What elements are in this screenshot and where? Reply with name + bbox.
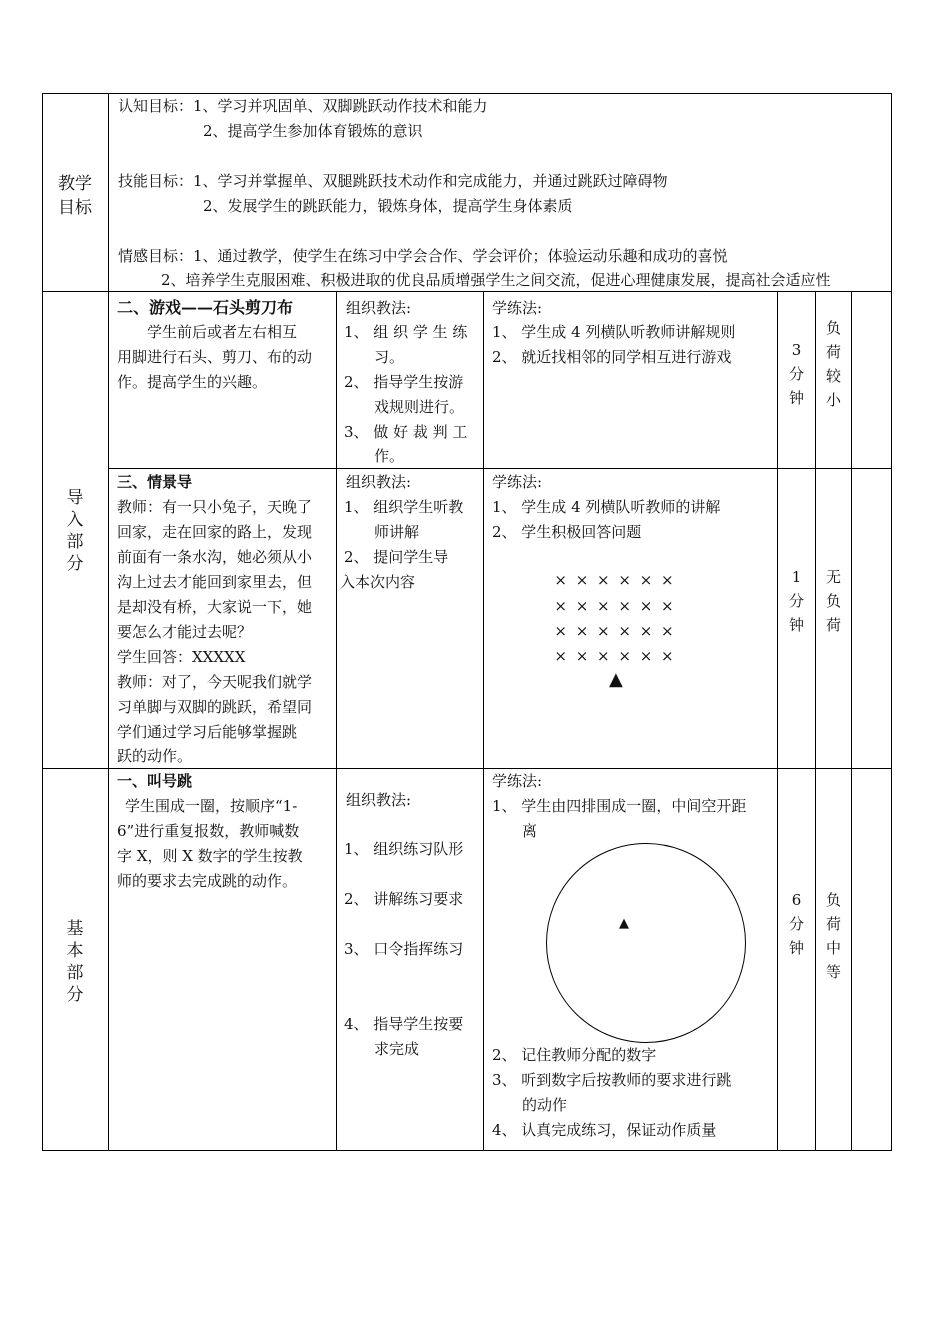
story-content-line: 跃的动作。 <box>117 747 193 765</box>
game-content-line: 学生前后或者左右相互 <box>147 323 298 341</box>
story-content-line: 前面有一条水沟，她必须从小 <box>117 548 313 566</box>
basic-content-line: 6”进行重复报数，教师喊数 <box>117 822 300 840</box>
basic-study-line: 3、 听到数字后按教师的要求进行跳 <box>492 1071 732 1089</box>
col-divider-load <box>851 291 852 1151</box>
basic-org-line: 求完成 <box>374 1040 420 1058</box>
basic-label: 基 本 部 分 <box>66 919 84 1005</box>
game-content-line: 用脚进行石头、剪刀、布的动 <box>117 348 313 366</box>
story-load: 无 负 荷 <box>825 568 841 634</box>
basic-org-line: 2、 讲解练习要求 <box>344 890 464 908</box>
table-border-top <box>42 93 892 94</box>
col-divider-content <box>336 291 337 1151</box>
table-border-right <box>891 93 892 1151</box>
story-content-line: 学们通过学习后能够掌握跳 <box>117 723 298 741</box>
goals-line: 2、发展学生的跳跃能力，锻炼身体，提高学生身体素质 <box>203 197 573 215</box>
basic-org-line: 3、 口令指挥练习 <box>344 940 464 958</box>
col-divider-time <box>815 291 816 1151</box>
basic-content-line: 字 X，则 X 数字的学生按教 <box>117 847 303 865</box>
goals-line: 2、提高学生参加体育锻炼的意识 <box>203 122 423 140</box>
story-content-line: 教师：有一只小兔子，天晚了 <box>117 498 313 516</box>
basic-study-line: 1、 学生由四排围成一圈，中间空开距 <box>492 797 747 815</box>
story-content-line: 是却没有桥，大家说一下，她 <box>117 598 313 616</box>
formation-row: × × × × × × <box>554 597 676 615</box>
game-study-line: 1、 学生成 4 列横队听教师讲解规则 <box>492 323 736 341</box>
basic-time: 6 分 钟 <box>788 891 804 957</box>
game-org-line: 习。 <box>374 348 405 366</box>
story-org-line: 2、 提问学生导 <box>344 548 449 566</box>
goals-label: 教学 目标 <box>58 174 92 218</box>
story-org-line: 师讲解 <box>374 523 420 541</box>
game-time: 3 分 钟 <box>788 341 804 407</box>
game-org-line: 戏规则进行。 <box>374 398 465 416</box>
basic-load: 负 荷 中 等 <box>825 891 841 981</box>
game-org-line: 2、 指导学生按游 <box>344 373 464 391</box>
story-study-line: 1、 学生成 4 列横队听教师的讲解 <box>492 498 721 516</box>
goals-line: 情感目标：1、通过教学，使学生在练习中学会合作、学会评价；体验运动乐趣和成功的喜悦 <box>118 247 728 265</box>
student-circle-diagram <box>546 843 746 1043</box>
goals-line: 认知目标：1、学习并巩固单、双脚跳跃动作技术和能力 <box>118 97 488 115</box>
formation-row: × × × × × × <box>554 571 676 589</box>
col-divider-org <box>483 291 484 1151</box>
col-divider-label <box>108 93 109 1151</box>
game-org-line: 3、 做 好 裁 判 工 <box>344 423 468 441</box>
row-divider-basic <box>42 768 892 769</box>
game-org-title: 组织教法: <box>346 299 412 317</box>
story-org-title: 组织教法: <box>346 473 412 491</box>
basic-org-title: 组织教法: <box>346 791 412 809</box>
row-divider-intro <box>108 468 892 469</box>
game-content-line: 作。提高学生的兴趣。 <box>117 373 268 391</box>
game-study-line: 2、 就近找相邻的同学相互进行游戏 <box>492 348 732 366</box>
basic-study-line: 2、 记住教师分配的数字 <box>492 1046 657 1064</box>
goals-line: 技能目标：1、学习并掌握单、双腿跳跃技术动作和完成能力，并通过跳跃过障碍物 <box>118 172 668 190</box>
story-content-line: 教师：对了，今天呢我们就学 <box>117 673 313 691</box>
basic-content-line: 师的要求去完成跳的动作。 <box>117 872 298 890</box>
story-content-line: 学生回答：XXXXX <box>117 648 246 666</box>
story-content-line: 沟上过去才能回到家里去，但 <box>117 573 313 591</box>
intro-label: 导 入 部 分 <box>66 488 84 574</box>
story-org-line: 入本次内容 <box>340 573 416 591</box>
basic-title: 一、叫号跳 <box>117 772 193 790</box>
basic-content-line: 学生围成一圈，按顺序“1- <box>125 797 298 815</box>
game-org-line: 1、 组 织 学 生 练 <box>344 323 468 341</box>
story-study-title: 学练法: <box>492 473 543 491</box>
game-title: 二、游戏——石头剪刀布 <box>117 298 294 317</box>
goals-line: 2、培养学生克服困难、积极进取的优良品质增强学生之间交流，促进心理健康发展，提高社会适应性 <box>161 271 831 289</box>
row-divider-goals <box>42 291 892 292</box>
basic-org-line: 1、 组织练习队形 <box>344 840 464 858</box>
basic-study-line: 的动作 <box>522 1096 568 1114</box>
story-org-line: 1、 组织学生听教 <box>344 498 464 516</box>
game-org-line: 作。 <box>374 447 405 465</box>
formation-row: × × × × × × <box>554 622 676 640</box>
basic-study-line: 离 <box>522 822 538 840</box>
game-load: 负 荷 较 小 <box>825 319 841 409</box>
teacher-position-icon: ▲ <box>619 916 629 931</box>
game-study-title: 学练法: <box>492 299 543 317</box>
story-time: 1 分 钟 <box>788 568 804 634</box>
story-title: 三、情景导 <box>117 473 193 491</box>
story-content-line: 要怎么才能过去呢？ <box>117 623 253 641</box>
story-content-line: 回家，走在回家的路上，发现 <box>117 523 313 541</box>
basic-org-line: 4、 指导学生按要 <box>344 1015 464 1033</box>
teacher-position-icon: ▲ <box>609 669 623 690</box>
story-content-line: 习单脚与双脚的跳跃，希望同 <box>117 698 313 716</box>
formation-row: × × × × × × <box>554 647 676 665</box>
table-border-bottom <box>42 1150 892 1151</box>
col-divider-study <box>777 291 778 1151</box>
basic-study-title: 学练法: <box>492 772 543 790</box>
basic-study-line: 4、 认真完成练习，保证动作质量 <box>492 1121 717 1139</box>
story-study-line: 2、 学生积极回答问题 <box>492 523 642 541</box>
